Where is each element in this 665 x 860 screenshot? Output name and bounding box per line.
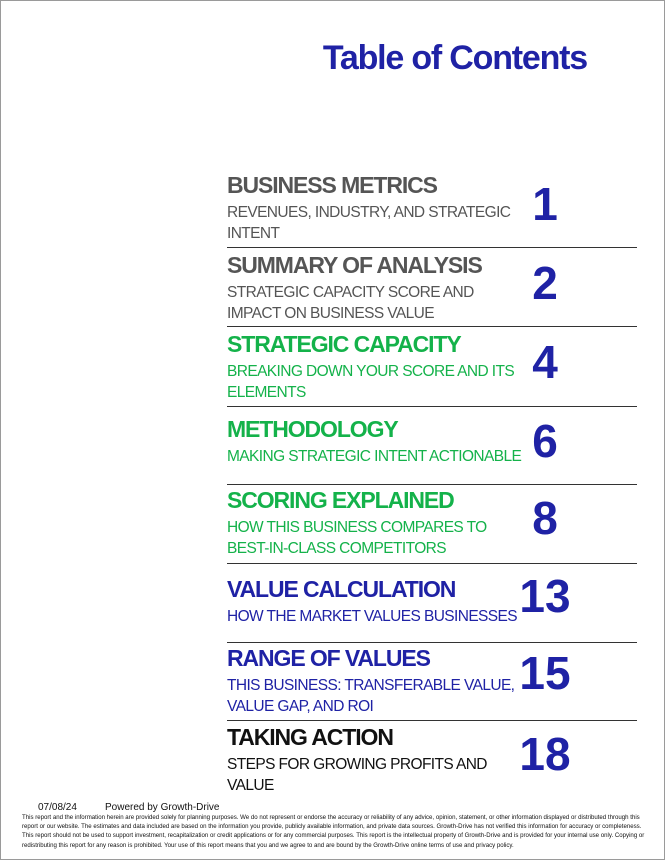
toc-entry-subtitle: HOW THIS BUSINESS COMPARES TO BEST-IN-CLASS COMPETITORS (227, 519, 487, 557)
toc-entry-page-number: 13 (519, 570, 571, 622)
toc-entry-title: METHODOLOGY (227, 416, 398, 442)
toc-entry-title: BUSINESS METRICS (227, 172, 437, 198)
toc-entry-title: SCORING EXPLAINED (227, 487, 454, 513)
toc-divider (227, 563, 637, 564)
toc-entry-page-number: 8 (532, 492, 558, 544)
toc-entry-page-number: 18 (519, 728, 571, 780)
toc-divider (227, 642, 637, 643)
toc-entry-title: RANGE OF VALUES (227, 645, 430, 671)
toc-divider (227, 484, 637, 485)
toc-divider (227, 326, 637, 327)
toc-entry-page-number: 4 (532, 336, 558, 388)
page-title: Table of Contents (322, 39, 587, 77)
footer-powered-by: Powered by Growth-Drive (105, 802, 220, 813)
toc-entry-subtitle: HOW THE MARKET VALUES BUSINESSES (227, 608, 518, 625)
toc-entry-title: VALUE CALCULATION (227, 576, 456, 602)
toc-entry-page-number: 6 (532, 415, 558, 467)
toc-entry-page-number: 1 (532, 178, 558, 230)
footer-disclaimer: This report and the information herein are provided solely for planning purposes. We do not represent or endorse the accuracy or reliability of any advice, opinion, statement, or other information displayed or distributed through this report or our website. The estimates and data included are based on the information you provide, publicly available information, and private data sources. Growth-Drive has not verified this information for accuracy or completeness. This report should not be used to support investment, recapitalization or credit applications or for any commercial purposes. This report is the intellectual property of Growth-Drive and is provided for your internal use only. Copying or redistributing this report for any reason is prohibited. Your use of this report means that you and we agree to and are bound by the Growth-Drive online terms of use and privacy policy. (22, 814, 645, 849)
toc-entry-page-number: 15 (519, 647, 571, 699)
toc-entry-subtitle: REVENUES, INDUSTRY, AND STRATEGIC INTENT (227, 204, 511, 242)
toc-entry-title: SUMMARY OF ANALYSIS (227, 252, 482, 278)
toc-entry-title: TAKING ACTION (227, 724, 393, 750)
toc-entry-title: STRATEGIC CAPACITY (227, 331, 461, 357)
toc-divider (227, 720, 637, 721)
toc-entry-subtitle: BREAKING DOWN YOUR SCORE AND ITS ELEMENTS (227, 363, 515, 401)
toc-divider (227, 247, 637, 248)
toc-entry-subtitle: THIS BUSINESS: TRANSFERABLE VALUE, VALUE GAP, AND ROI (227, 677, 515, 715)
toc-entry-subtitle: STEPS FOR GROWING PROFITS AND VALUE (227, 756, 487, 794)
toc-entry-subtitle: STRATEGIC CAPACITY SCORE AND IMPACT ON BUSINESS VALUE (227, 284, 474, 322)
toc-entry-page-number: 2 (532, 257, 558, 309)
toc-entry-subtitle: MAKING STRATEGIC INTENT ACTIONABLE (227, 448, 522, 465)
toc-divider (227, 406, 637, 407)
footer-date: 07/08/24 (38, 802, 77, 813)
